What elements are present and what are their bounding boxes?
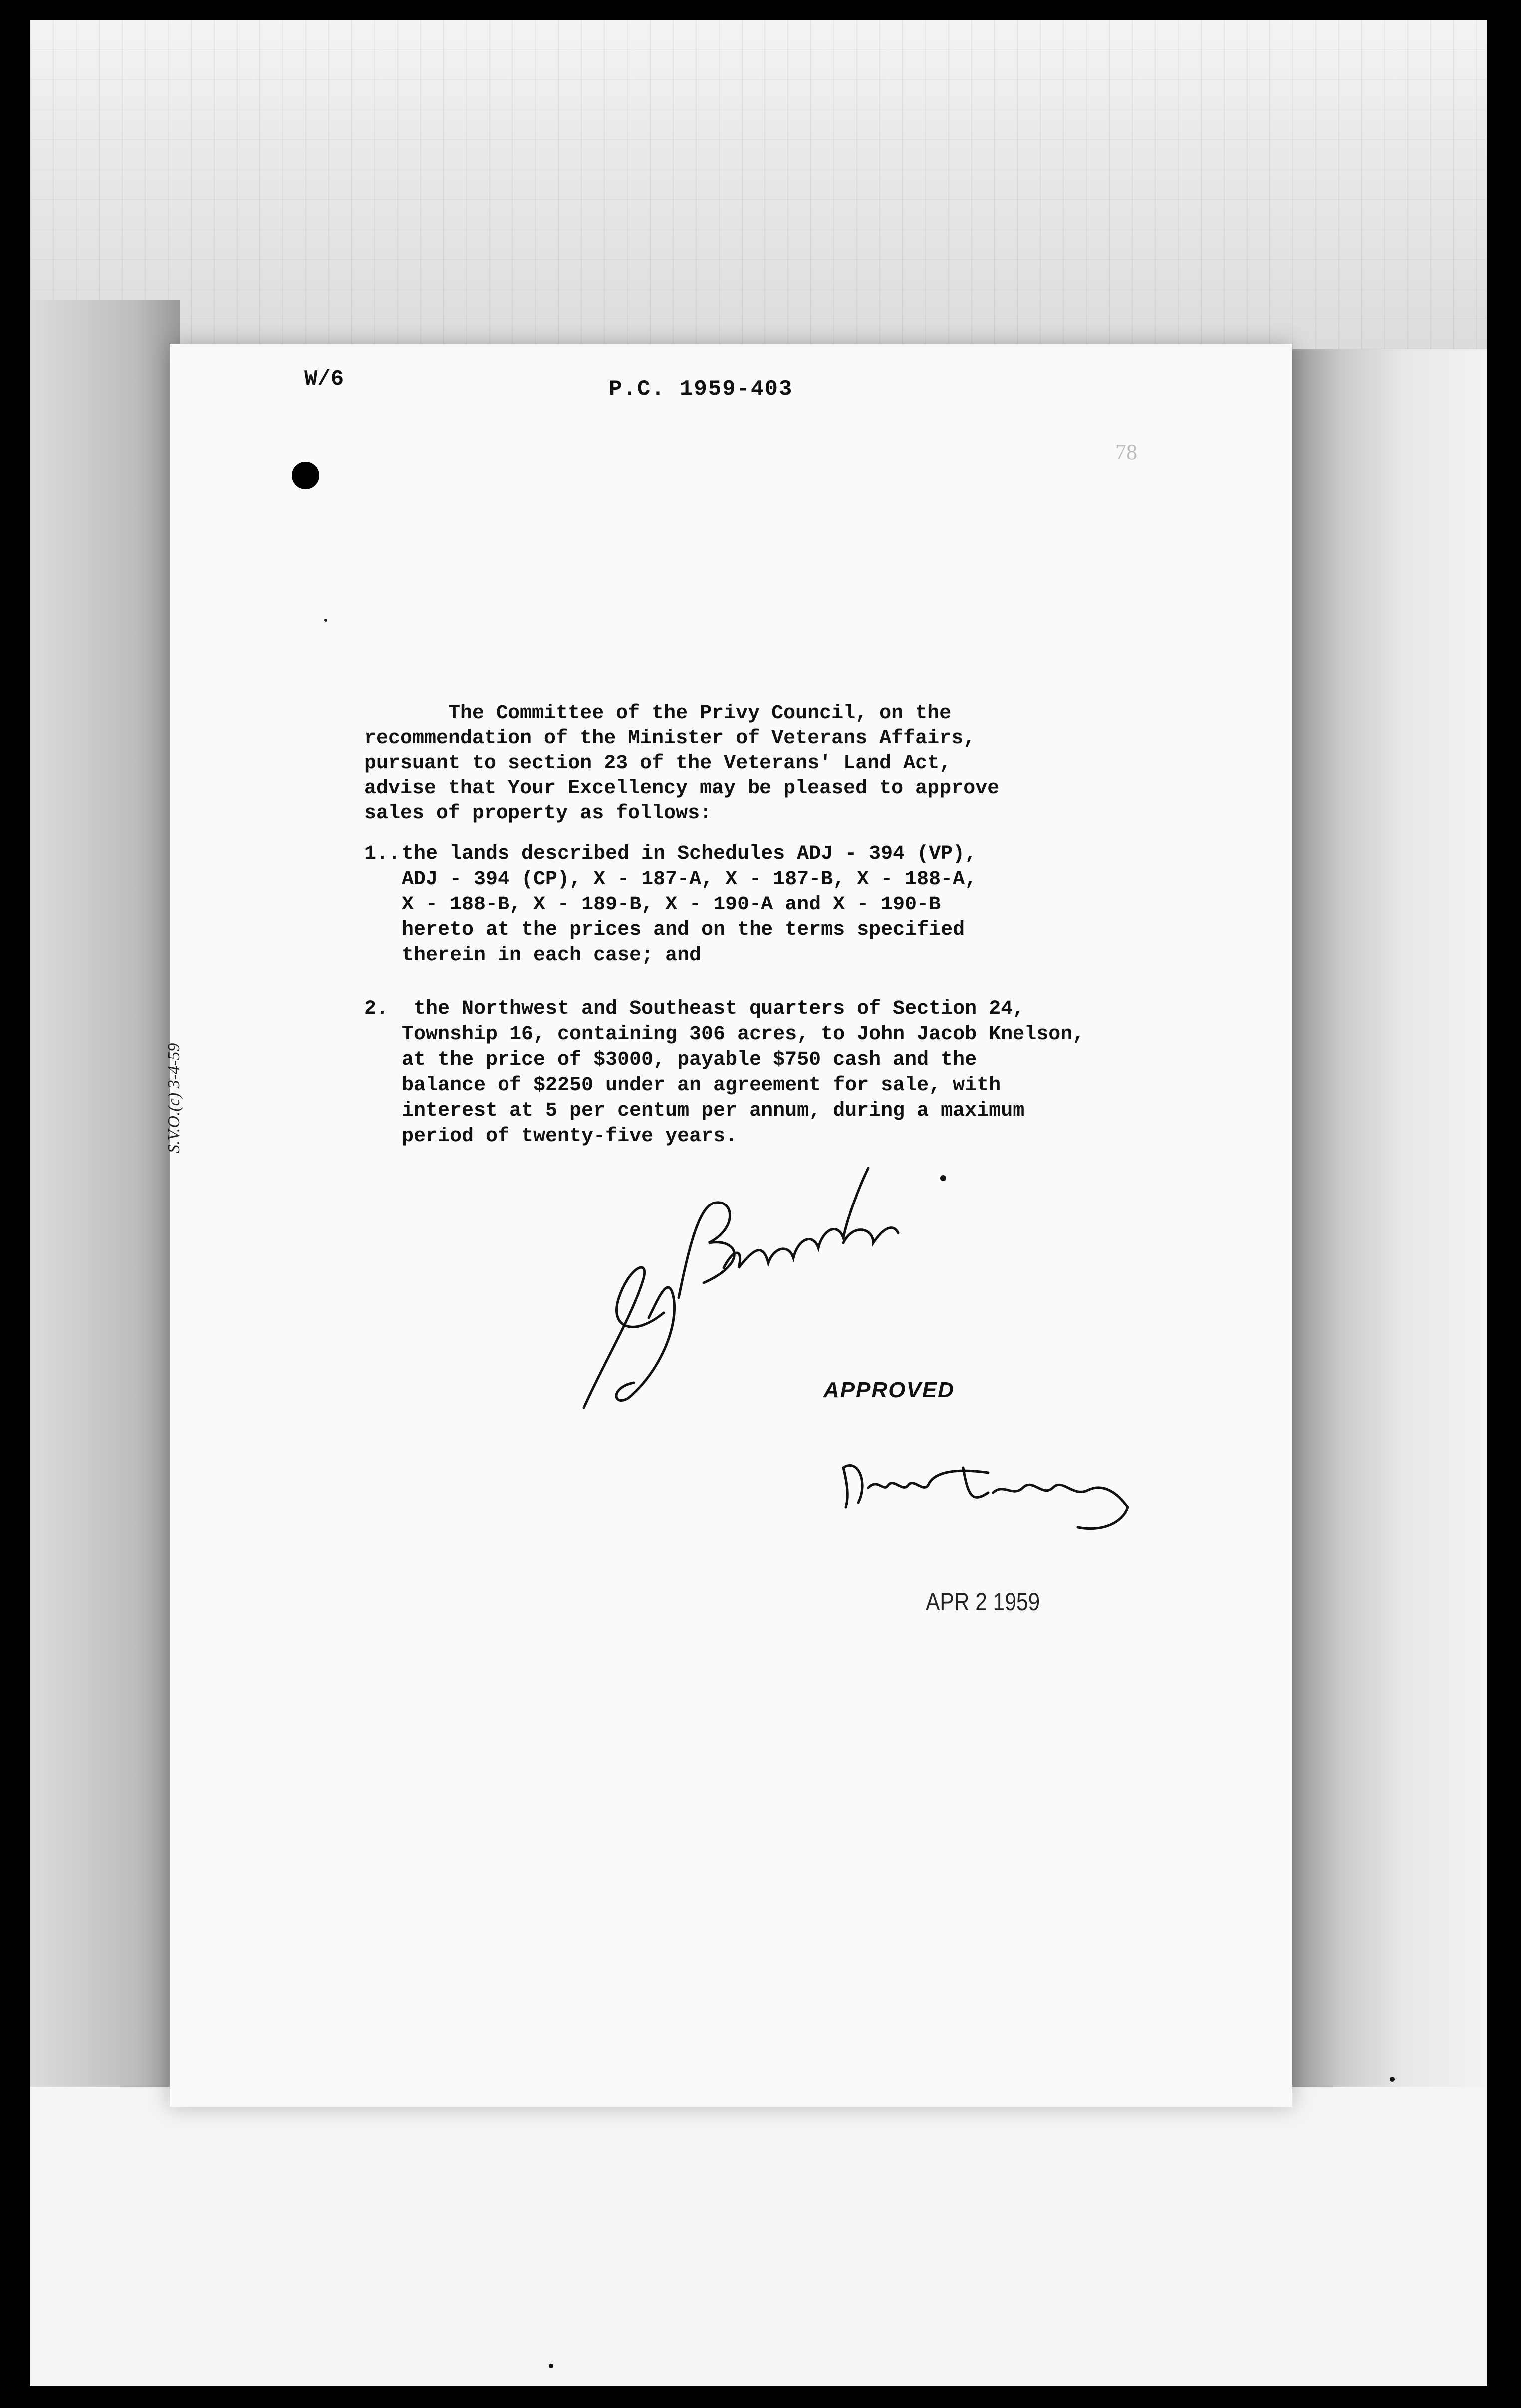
intro-line: pursuant to section 23 of the Veterans' Land Act,: [364, 752, 952, 775]
item-number: 1..: [364, 843, 401, 865]
list-item: [364, 841, 1213, 968]
scan-background-left: [30, 300, 180, 2097]
order-number: P.C. 1959-403: [609, 377, 793, 402]
approved-label: APPROVED: [823, 1378, 955, 1402]
approval-date-stamp: APR 2 1959: [926, 1588, 1040, 1616]
intro-line: The Committee of the Privy Council, on the: [364, 702, 952, 725]
sales-list: [364, 841, 1213, 1177]
governor-general-signature: [838, 1438, 1148, 1537]
page-number: 78: [1115, 440, 1137, 464]
scan-speck: [324, 619, 327, 622]
intro-line: sales of property as follows:: [364, 802, 712, 825]
scan-background-bottom: [30, 2087, 1487, 2386]
intro-paragraph: [364, 701, 1143, 826]
header-code: W/6: [304, 367, 344, 392]
scan-speck: [549, 2364, 553, 2368]
intro-line: recommendation of the Minister of Veterans Affairs,: [364, 727, 976, 750]
scan-background-right: [1277, 349, 1487, 2097]
scan-background-top: [30, 20, 1487, 349]
list-item: [364, 996, 1213, 1149]
margin-note: S.V.O.(c) 3-4-59: [165, 1043, 183, 1153]
item-number: 2.: [364, 998, 389, 1020]
scan-speck: [1390, 2077, 1395, 2082]
item-text: the Northwest and Southeast quarters of Section 24, Township 16, containing 306 acres, to John Jacob Knelson, at the price of $3000, payable $750 cash and the balance of $2250 under an agreement for sale, with interest at 5 per centum per annum, during a maximum period of twenty-five years.: [402, 998, 1085, 1148]
intro-line: advise that Your Excellency may be pleased to approve: [364, 777, 1000, 800]
punch-hole: [292, 462, 319, 489]
item-text: the lands described in Schedules ADJ - 394 (VP), ADJ - 394 (CP), X - 187-A, X - 187-B, X - 188-A, X - 188-B, X - 189-B, X - 190-A and X - 190-B hereto at the prices and on the terms specified therein in each case; and: [402, 843, 977, 967]
